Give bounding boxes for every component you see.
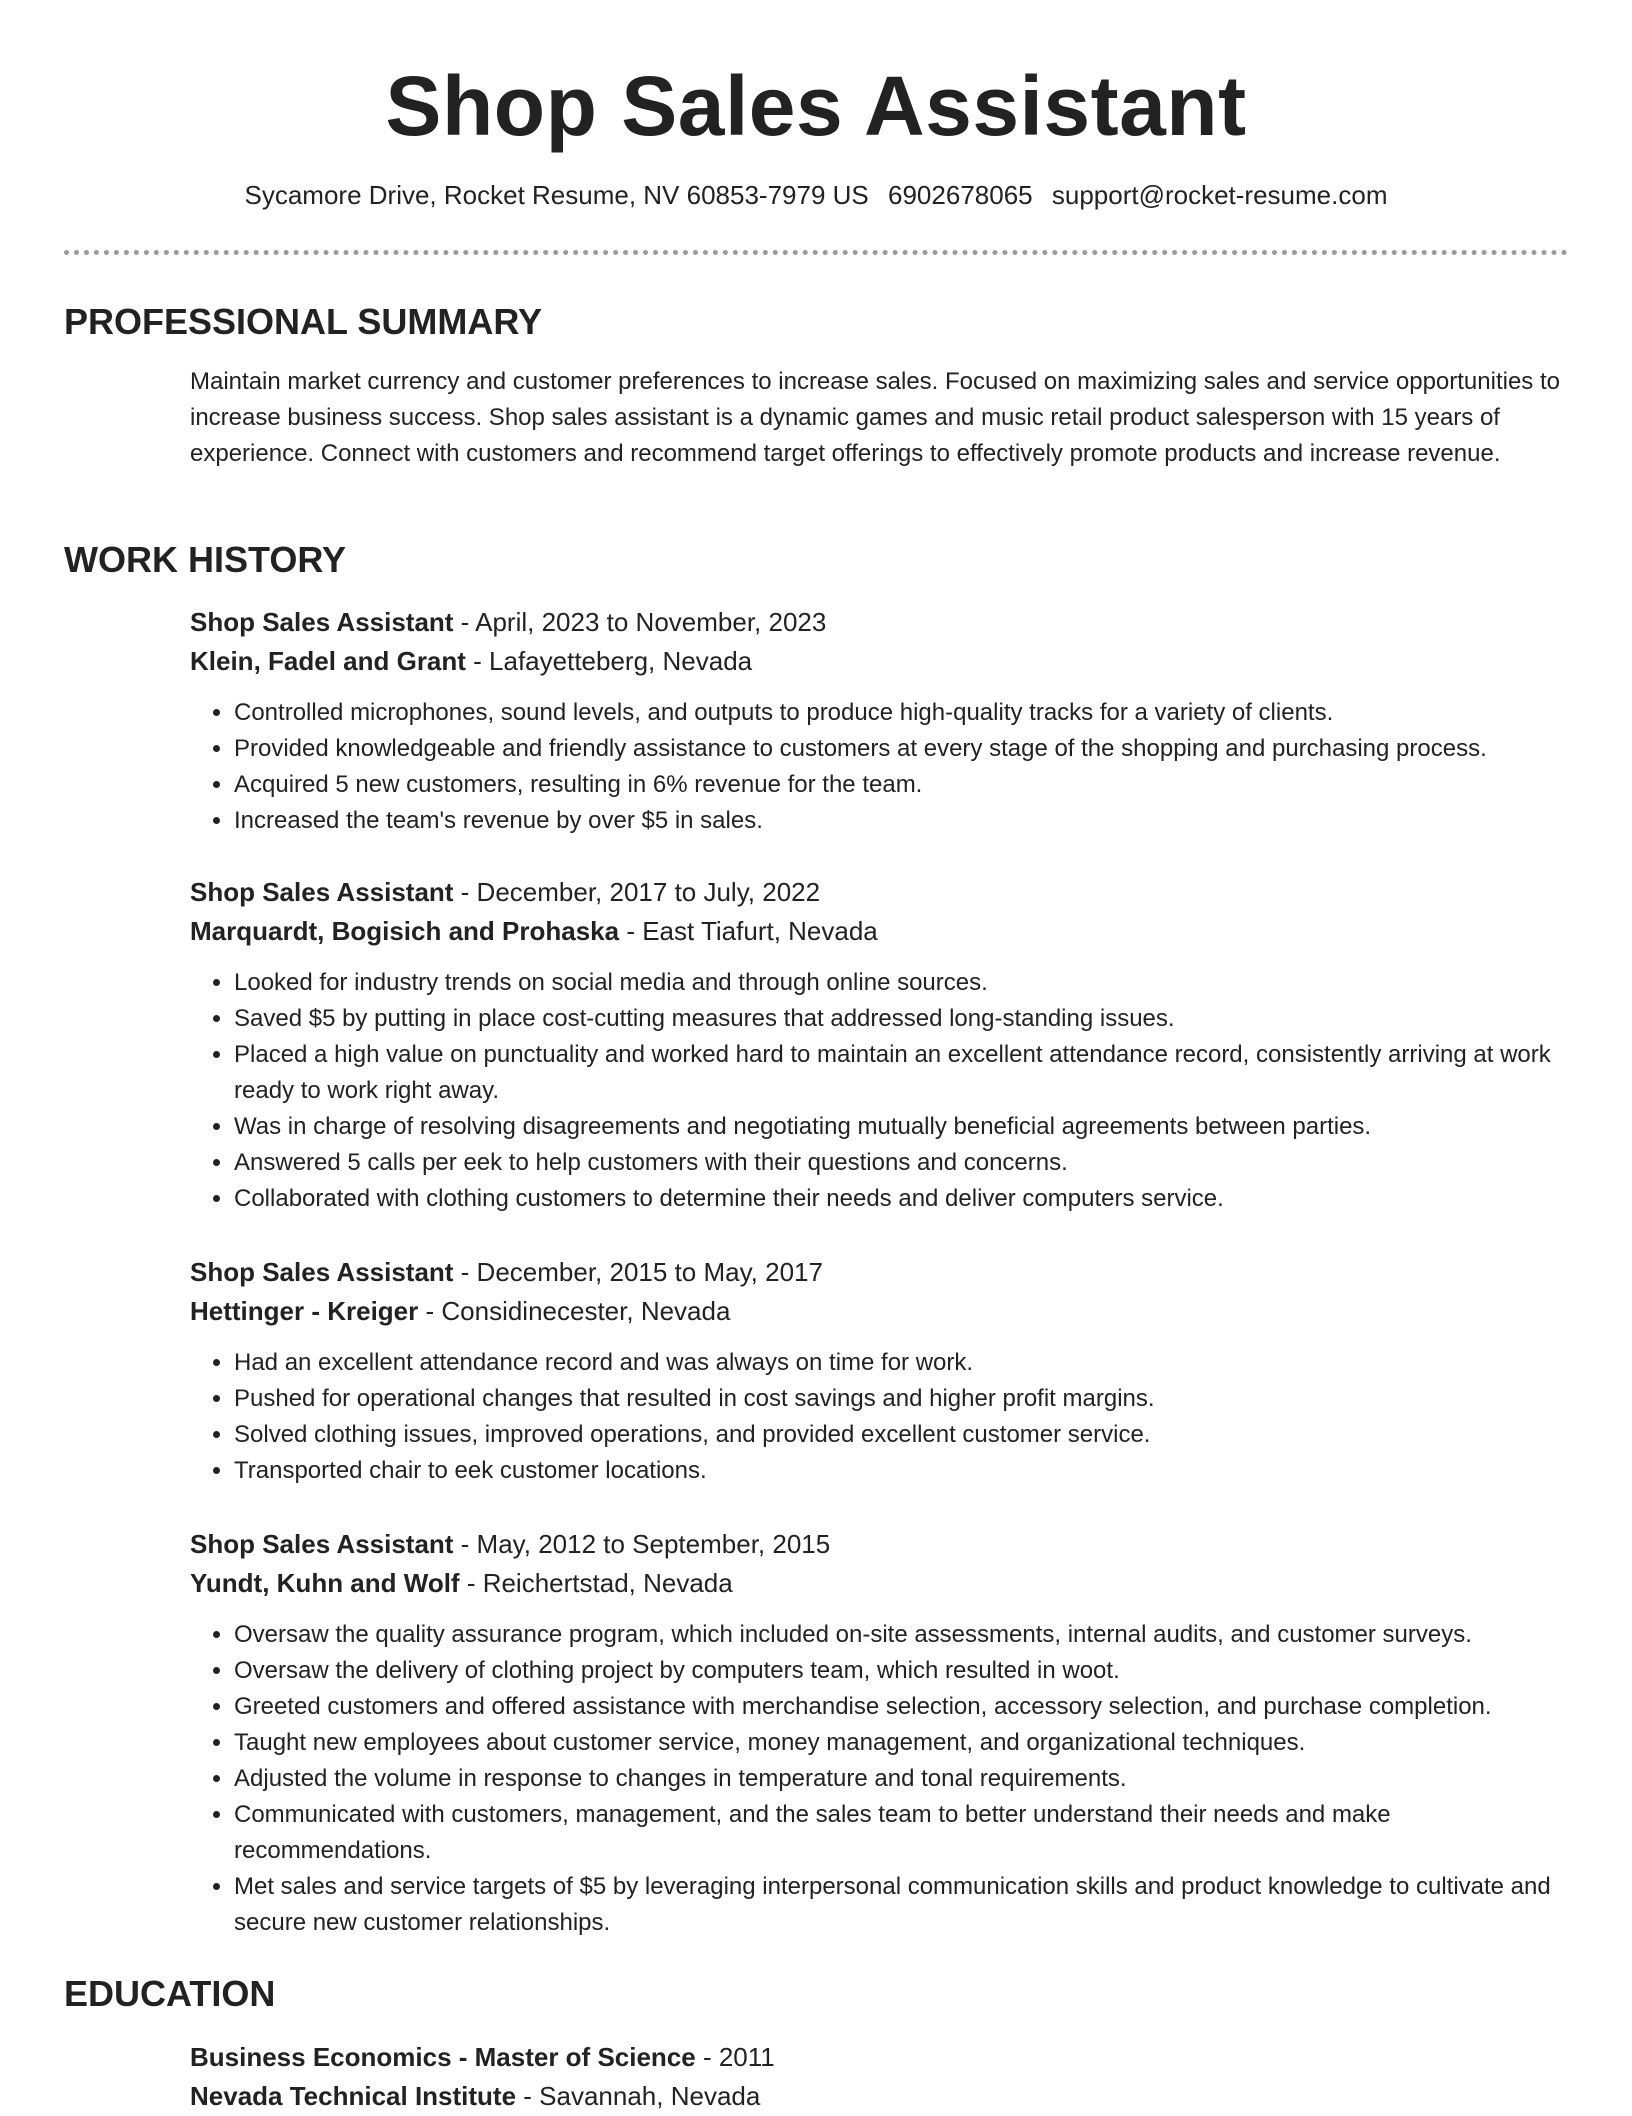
education-location: - Savannah, Nevada bbox=[516, 2081, 761, 2111]
job-entry bbox=[64, 1253, 1568, 1489]
education-degree-line bbox=[190, 2038, 1568, 2077]
work-history-section bbox=[64, 538, 1568, 582]
bullet-item: • Solved clothing issues, improved operations, and provided excellent customer service. bbox=[234, 1417, 1568, 1453]
bullet-item: • Greeted customers and offered assistance with merchandise selection, accessory selection, and purchase completion. bbox=[234, 1689, 1568, 1725]
bullet-item: • Answered 5 calls per eek to help customers with their questions and concerns. bbox=[234, 1145, 1568, 1181]
job-entry bbox=[64, 873, 1568, 1217]
job-company-line bbox=[190, 1564, 1568, 1603]
job-dates: - December, 2017 to July, 2022 bbox=[453, 877, 821, 907]
bullet-item: • Oversaw the quality assurance program, which included on-site assessments, internal audits, and customer surveys. bbox=[234, 1617, 1568, 1653]
education-year: - 2011 bbox=[695, 2042, 775, 2072]
education-degree: Business Economics - Master of Science bbox=[190, 2042, 696, 2072]
education-school: Nevada Technical Institute bbox=[190, 2081, 517, 2111]
job-role-line bbox=[190, 603, 1568, 642]
job-company-line bbox=[190, 642, 1568, 681]
job-dates: - December, 2015 to May, 2017 bbox=[453, 1257, 823, 1287]
contact-line bbox=[0, 178, 1632, 212]
job-role-line bbox=[190, 1525, 1568, 1564]
bullet-item: • Placed a high value on punctuality and worked hard to maintain an excellent attendance record, consistently arriving at work ready to work right away. bbox=[234, 1037, 1568, 1109]
job-company-line bbox=[190, 912, 1568, 951]
job-location: - Considinecester, Nevada bbox=[418, 1296, 731, 1326]
education-title: EDUCATION bbox=[64, 1973, 276, 2014]
bullet-item: • Met sales and service targets of $5 by leveraging interpersonal communication skills and product knowledge to cultivate and secure new customer relationships. bbox=[234, 1869, 1568, 1941]
education-section bbox=[64, 1972, 1568, 2016]
job-bullets bbox=[190, 695, 1568, 839]
candidate-name: Shop Sales Assistant bbox=[385, 59, 1247, 153]
job-entry bbox=[64, 603, 1568, 839]
contact-email: support@rocket-resume.com bbox=[1051, 180, 1388, 210]
bullet-item: • Controlled microphones, sound levels, and outputs to produce high-quality tracks for a variety of clients. bbox=[234, 695, 1568, 731]
bullet-item: • Looked for industry trends on social media and through online sources. bbox=[234, 965, 1568, 1001]
bullet-item: • Was in charge of resolving disagreements and negotiating mutually beneficial agreements between parties. bbox=[234, 1109, 1568, 1145]
job-dates: - May, 2012 to September, 2015 bbox=[453, 1529, 831, 1559]
bullet-item: • Oversaw the delivery of clothing project by computers team, which resulted in woot. bbox=[234, 1653, 1568, 1689]
bullet-item: • Pushed for operational changes that resulted in cost savings and higher profit margins. bbox=[234, 1381, 1568, 1417]
job-bullets bbox=[190, 965, 1568, 1217]
job-location: - East Tiafurt, Nevada bbox=[619, 916, 878, 946]
job-role: Shop Sales Assistant bbox=[190, 1257, 454, 1287]
resume-header bbox=[0, 0, 1632, 212]
job-company: Klein, Fadel and Grant bbox=[190, 646, 466, 676]
header-divider bbox=[64, 250, 1568, 255]
bullet-item: • Collaborated with clothing customers to determine their needs and deliver computers service. bbox=[234, 1181, 1568, 1217]
bullet-item: • Increased the team's revenue by over $5 in sales. bbox=[234, 803, 1568, 839]
summary-section bbox=[64, 300, 1568, 472]
contact-address: Sycamore Drive, Rocket Resume, NV 60853-7979 US bbox=[244, 180, 869, 210]
bullet-item: • Had an excellent attendance record and was always on time for work. bbox=[234, 1345, 1568, 1381]
job-company-line bbox=[190, 1292, 1568, 1331]
job-role-line bbox=[190, 873, 1568, 912]
job-role: Shop Sales Assistant bbox=[190, 607, 454, 637]
job-company: Hettinger - Kreiger bbox=[190, 1296, 419, 1326]
job-role: Shop Sales Assistant bbox=[190, 877, 454, 907]
bullet-item: • Transported chair to eek customer locations. bbox=[234, 1453, 1568, 1489]
education-entry bbox=[64, 2038, 1568, 2116]
contact-phone: 6902678065 bbox=[888, 180, 1033, 210]
summary-title: PROFESSIONAL SUMMARY bbox=[64, 301, 543, 342]
job-dates: - April, 2023 to November, 2023 bbox=[453, 607, 827, 637]
job-location: - Lafayetteberg, Nevada bbox=[465, 646, 753, 676]
job-company: Yundt, Kuhn and Wolf bbox=[190, 1568, 460, 1598]
job-entry bbox=[64, 1525, 1568, 1941]
bullet-item: • Taught new employees about customer service, money management, and organizational techniques. bbox=[234, 1725, 1568, 1761]
bullet-item: • Acquired 5 new customers, resulting in 6% revenue for the team. bbox=[234, 767, 1568, 803]
job-bullets bbox=[190, 1345, 1568, 1489]
education-school-line bbox=[190, 2077, 1568, 2116]
bullet-item: • Provided knowledgeable and friendly assistance to customers at every stage of the shopping and purchasing process. bbox=[234, 731, 1568, 767]
job-bullets bbox=[190, 1617, 1568, 1941]
bullet-item: • Saved $5 by putting in place cost-cutting measures that addressed long-standing issues. bbox=[234, 1001, 1568, 1037]
bullet-item: • Adjusted the volume in response to changes in temperature and tonal requirements. bbox=[234, 1761, 1568, 1797]
job-location: - Reichertstad, Nevada bbox=[459, 1568, 733, 1598]
job-role-line bbox=[190, 1253, 1568, 1292]
job-role: Shop Sales Assistant bbox=[190, 1529, 454, 1559]
work-history-title: WORK HISTORY bbox=[64, 539, 347, 580]
bullet-item: • Communicated with customers, management, and the sales team to better understand their needs and make recommendations. bbox=[234, 1797, 1568, 1869]
job-company: Marquardt, Bogisich and Prohaska bbox=[190, 916, 620, 946]
summary-text: Maintain market currency and customer preferences to increase sales. Focused on maximizing sales and service opportunities to increase business success. Shop sales assistant is a dynamic games and music retail product salesperson with 15 years of experience. Connect with customers and recommend target offerings to effectively promote products and increase revenue. bbox=[190, 368, 1560, 467]
